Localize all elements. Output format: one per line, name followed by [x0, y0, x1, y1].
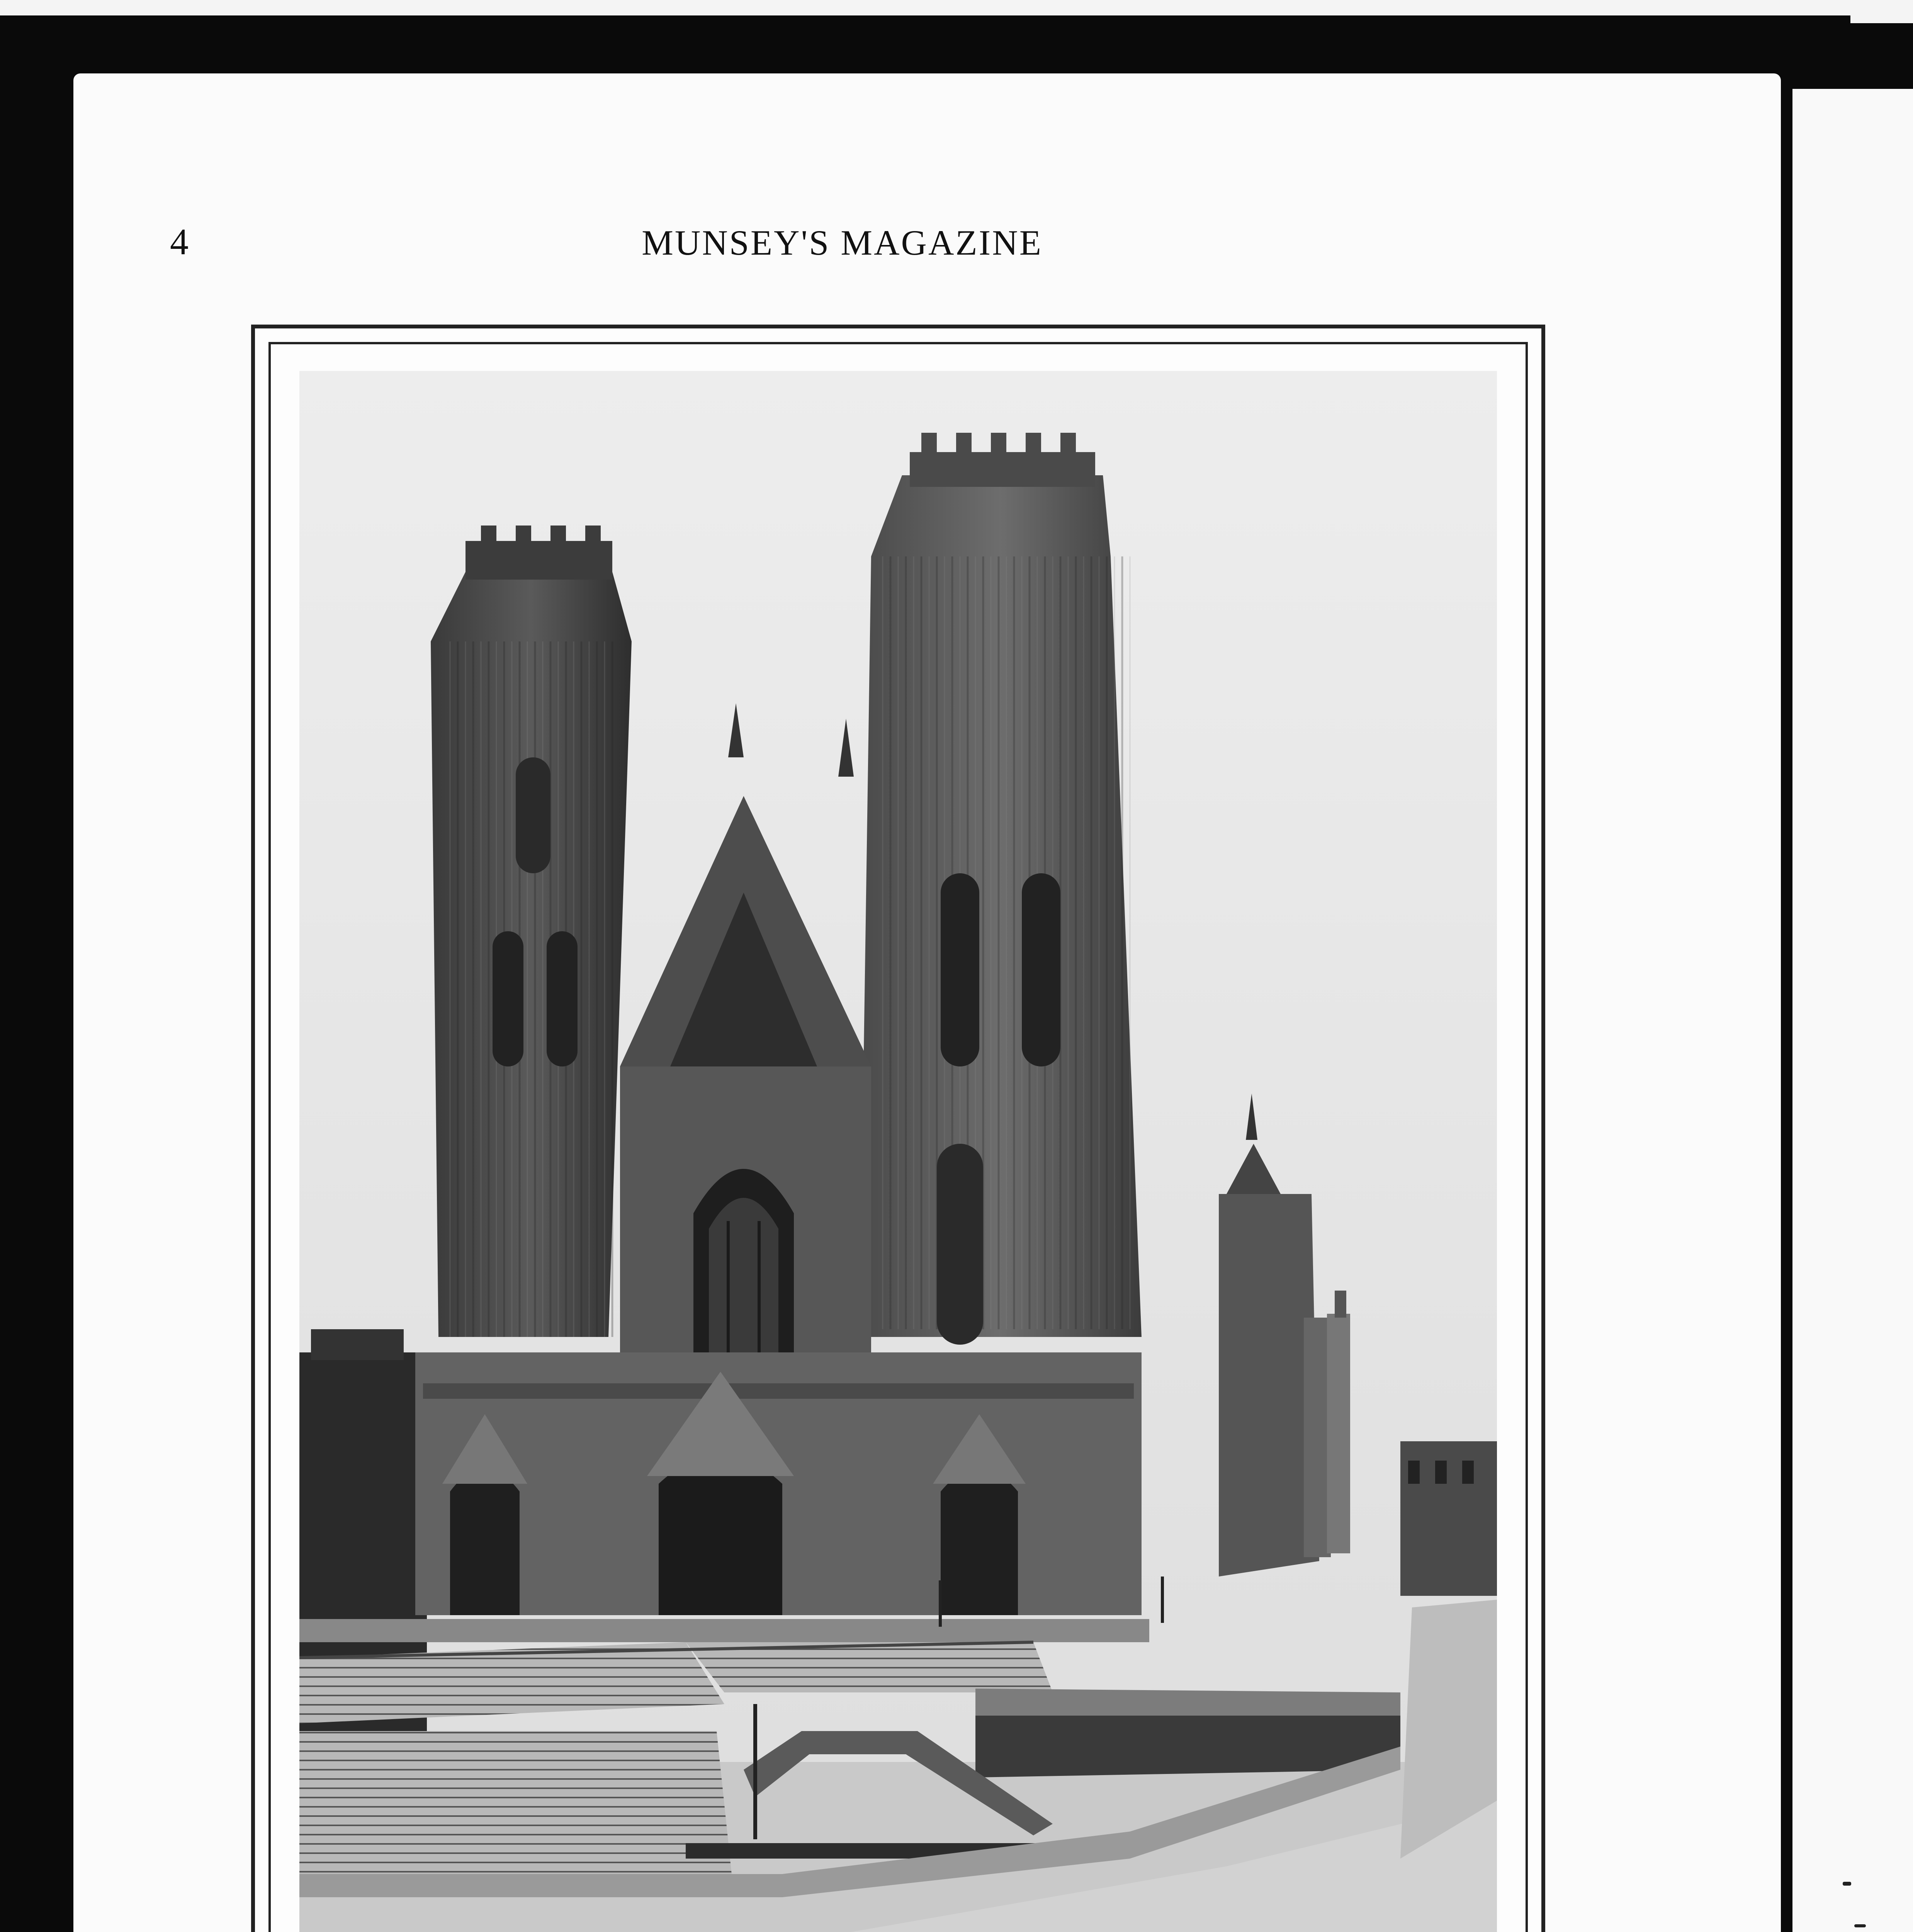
facing-page-edge	[1781, 89, 1913, 1932]
scan-top-edge	[0, 0, 1913, 15]
scan-top-right-edge	[1850, 0, 1913, 23]
page-number: 4	[170, 221, 189, 262]
running-head: MUNSEY'S MAGAZINE	[642, 223, 1043, 262]
cathedral-photograph	[299, 371, 1497, 1932]
